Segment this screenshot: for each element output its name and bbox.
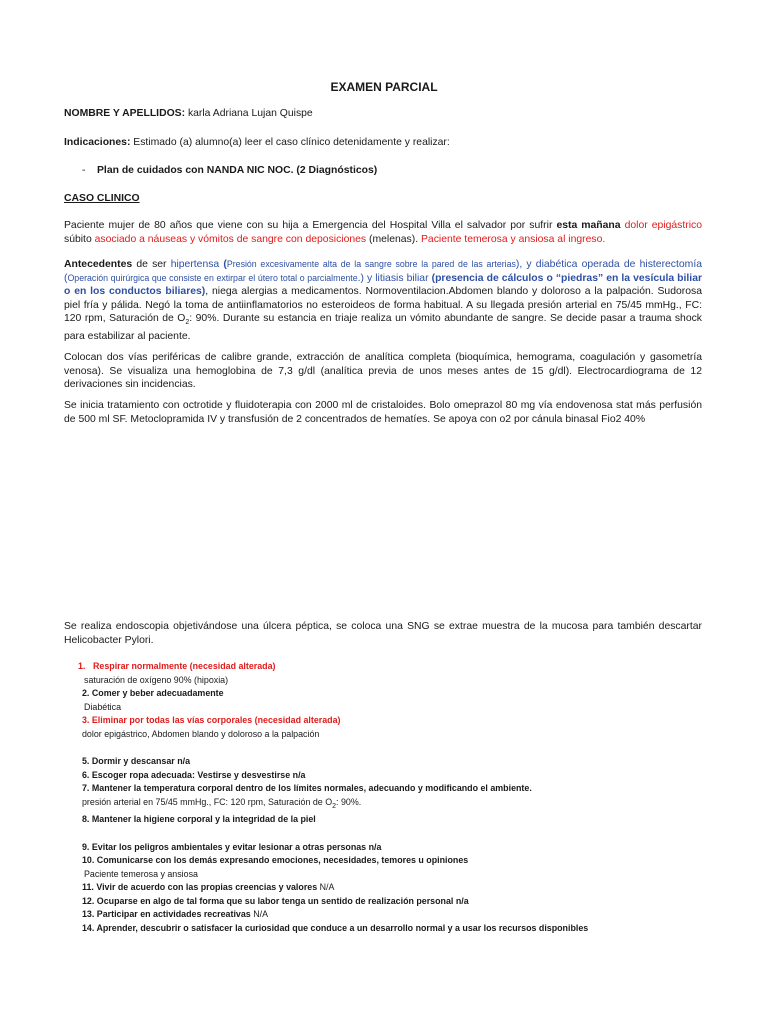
p2-paren: (	[223, 259, 227, 270]
p2-diabetica: ), y diabética operada de histerectomía (	[64, 259, 702, 284]
p1-text: Paciente mujer de 80 años que viene con su hija a Emergencia del Hospital Villa el salvador por sufrir	[64, 220, 553, 231]
list-note: Diabética	[84, 701, 121, 712]
p1-red-state: Paciente temerosa y ansiosa al ingreso.	[420, 233, 606, 245]
p2-text-2: , niega alergias a medicamentos. Normoventilacion.Abdomen blando y doloroso a la palpación. Sudorosa piel fría y pálida. Negó la toma de antiinflamatorios no esteroideos de forma habitual. A su llegada presión arterial en 75/45 mmHg., FC: 120 rpm, Saturación de O	[64, 286, 702, 324]
plan-item	[82, 164, 720, 178]
list-item	[82, 841, 742, 855]
p2-definition-2: Operación quirúrgica que consiste en extirpar el útero total o parcialmente	[67, 272, 358, 283]
note-7-subscript: 2	[332, 802, 337, 810]
need-14: 14. Aprender, descubrir o satisfacer la curiosidad que conduce a un desarrollo normal y a usar los recursos disponibles	[82, 923, 589, 934]
page-title: EXAMEN PARCIAL	[330, 80, 438, 94]
list-note: Paciente temerosa y ansiosa	[84, 868, 198, 879]
list-item	[82, 881, 742, 895]
note-3a: dolor epigástrico	[82, 728, 148, 739]
list-item	[82, 769, 742, 783]
list-item	[78, 660, 742, 674]
list-item	[82, 895, 742, 909]
list-item	[82, 687, 742, 701]
p1-bold: esta mañana	[556, 220, 621, 231]
need-11: 11. Vivir de acuerdo con las propias creencias y valores	[82, 882, 318, 893]
p1-red-symptom: dolor epigástrico	[624, 220, 703, 231]
need-7: 7. Mantener la temperatura corporal dentro de los límites normales, adecuando y modificando el ambiente.	[82, 783, 532, 794]
p1-text-2: súbito	[64, 233, 92, 245]
list-note	[82, 728, 742, 742]
case-paragraph-4: Se inicia tratamiento con octrotide y fluidoterapia con 2000 ml de cristaloides. Bolo omeprazol 80 mg vía endovenosa stat más perfusión de 500 ml SF. Metoclopramida IV y transfusión de 2 concentrados de hematíes. Se apoya con o2 por cánula binasal Fio2 40%	[64, 400, 702, 425]
plan-text: Plan de cuidados con NANDA NIC NOC. (2 Diagnósticos)	[97, 165, 378, 176]
p2-text: de ser	[136, 259, 167, 270]
student-name	[64, 107, 702, 121]
list-item	[82, 813, 742, 827]
note-3b: , Abdomen blando y doloroso a la palpación	[147, 728, 320, 739]
need-5: 5. Dormir y descansar n/a	[82, 756, 191, 767]
need-10: 10. Comunicarse con los demás expresando emociones, necesidades, temores u opiniones	[82, 855, 469, 866]
need-3: 3. Eliminar por todas las vías corporales (necesidad alterada)	[82, 715, 341, 726]
list-item	[82, 854, 742, 868]
need-6: 6. Escoger ropa adecuada: Vestirse y desvestirse n/a	[82, 769, 306, 780]
plan-dash: -	[82, 165, 86, 176]
instructions-text: Estimado (a) alumno(a) leer el caso clínico detenidamente y realizar:	[133, 137, 450, 148]
list-item	[82, 908, 742, 922]
list-item	[82, 922, 742, 936]
name-label: NOMBRE Y APELLIDOS:	[64, 108, 186, 119]
instructions-label: Indicaciones:	[64, 137, 131, 148]
instructions	[64, 136, 702, 150]
list-note: saturación de oxígeno 90% (hipoxia)	[84, 674, 229, 685]
list-note	[82, 796, 742, 813]
p2-subscript: 2	[185, 319, 190, 327]
need-1: Respirar normalmente (necesidad alterada)	[93, 661, 276, 671]
need-13-na: N/A	[253, 909, 268, 920]
list-item	[82, 714, 742, 728]
need-2: 2. Comer y beber adecuadamente	[82, 688, 224, 699]
name-value: karla Adriana Lujan Quispe	[187, 108, 313, 119]
p2-litiasis: litiasis biliar	[375, 272, 429, 284]
p1-text-3: (melenas).	[369, 233, 419, 245]
note-7b: : 90%.	[336, 796, 362, 807]
p2-definition-3: (presencia de cálculos o “piedras” en la vesícula biliar o en los conductos biliares)	[64, 272, 703, 297]
need-12: 12. Ocuparse en algo de tal forma que su labor tenga un sentido de realización personal n/a	[82, 895, 469, 906]
p1-red-association: asociado a náuseas y vómitos de sangre con deposiciones	[94, 233, 367, 245]
list-number: 1.	[78, 661, 86, 671]
p2-text-3: : 90%. Durante su estancia en triaje realiza un vómito abundante de sangre. Se decide pasar a trauma shock para estabilizar al paciente.	[64, 313, 702, 342]
need-8: 8. Mantener la higiene corporal y la integridad de la piel	[82, 814, 316, 825]
list-item	[82, 782, 742, 796]
case-paragraph-2	[64, 258, 702, 343]
need-13: 13. Participar en actividades recreativas	[82, 909, 251, 920]
need-11-na: N/A	[319, 882, 335, 893]
needs-list	[78, 660, 742, 936]
case-paragraph-1	[64, 219, 702, 246]
case-paragraph-5: Se realiza endoscopia objetivándose una úlcera péptica, se coloca una SNG se extrae muestra de la mucosa para también descartar Helicobacter Pylori.	[64, 621, 702, 646]
p2-definition-1: Presión excesivamente alta de la sangre sobre la pared de las arterias	[226, 259, 516, 269]
need-9: 9. Evitar los peligros ambientales y evitar lesionar a otras personas n/a	[82, 841, 382, 852]
p2-hipertensa: hipertensa	[170, 259, 220, 270]
caso-clinico-heading: CASO CLINICO	[64, 193, 140, 204]
p2-antecedentes: Antecedentes	[64, 259, 133, 270]
note-7a: presión arterial en 75/45 mmHg., FC: 120 rpm, Saturación de O	[82, 796, 333, 807]
p2-y: .) y	[357, 272, 373, 284]
case-paragraph-3: Colocan dos vías periféricas de calibre grande, extracción de analítica completa (bioquímica, hemograma, coagulación y gasometría venosa). Se visualiza una hemoglobina de 7,3 g/dl (analítica previa de unos meses antes de 15 g/dl). Electrocardiograma de 12 derivaciones sin incidencias.	[64, 352, 702, 390]
list-item	[82, 755, 742, 769]
